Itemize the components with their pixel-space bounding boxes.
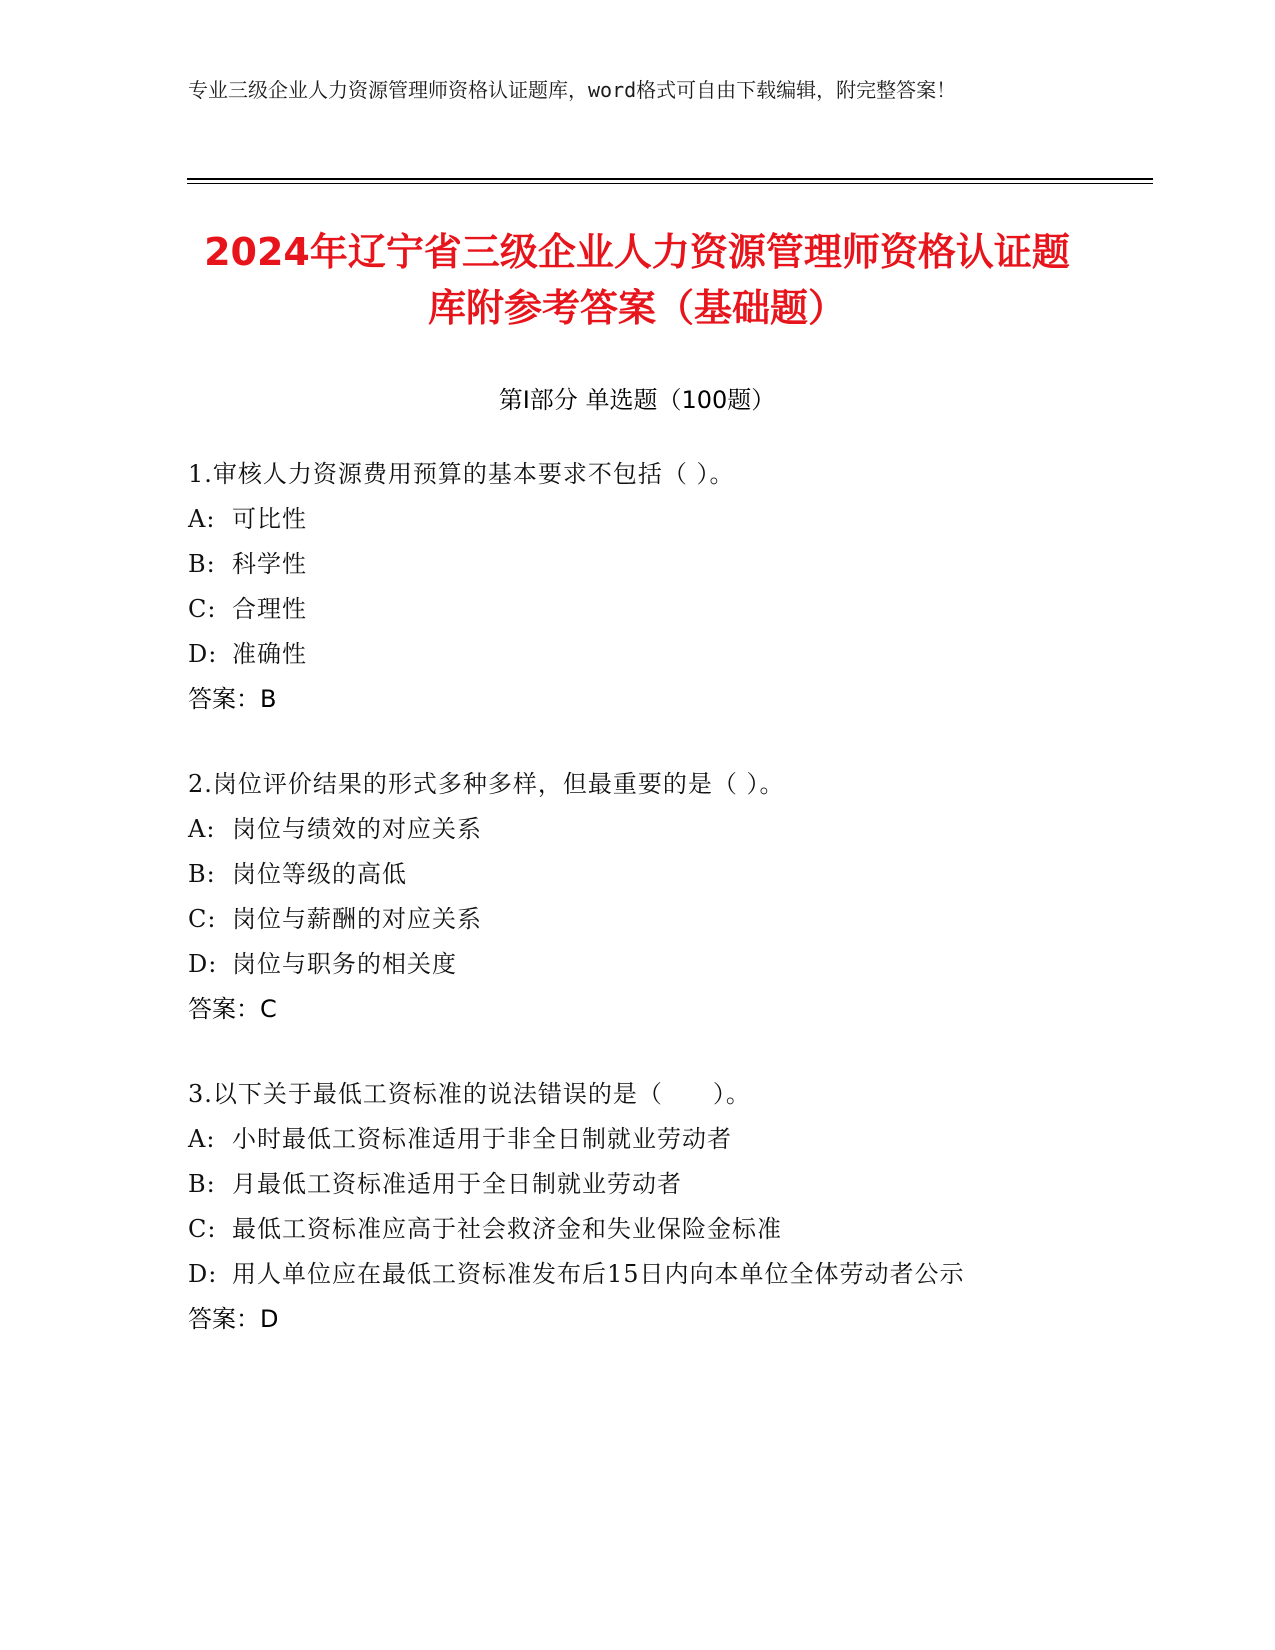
question-3	[188, 1072, 1068, 1342]
option-key: A:	[188, 505, 216, 533]
option-text: 可比性	[232, 505, 307, 533]
question-2	[188, 762, 1068, 1032]
option-b	[188, 542, 1068, 587]
header-note: 专业三级企业人力资源管理师资格认证题库，word格式可自由下载编辑，附完整答案！	[188, 78, 957, 102]
answer: 答案：B	[188, 685, 277, 713]
answer: 答案：C	[188, 995, 277, 1023]
option-key: B:	[188, 1170, 216, 1198]
option-key: C:	[188, 905, 217, 933]
answer: 答案：D	[188, 1305, 279, 1333]
option-text: 准确性	[232, 640, 307, 668]
option-a	[188, 1117, 1068, 1162]
header-divider-thick	[187, 178, 1153, 180]
option-text: 月最低工资标准适用于全日制就业劳动者	[232, 1170, 682, 1198]
option-a	[188, 807, 1068, 852]
option-key: D:	[188, 640, 218, 668]
option-text: 岗位等级的高低	[232, 860, 407, 888]
option-b	[188, 852, 1068, 897]
option-text: 用人单位应在最低工资标准发布后15日内向本单位全体劳动者公示	[232, 1260, 965, 1288]
option-text: 岗位与薪酬的对应关系	[232, 905, 482, 933]
option-text: 岗位与职务的相关度	[232, 950, 457, 978]
option-key: C:	[188, 1215, 217, 1243]
option-key: B:	[188, 550, 216, 578]
option-d	[188, 1252, 1068, 1297]
option-d	[188, 632, 1068, 677]
question-stem: 3.以下关于最低工资标准的说法错误的是（ ）。	[188, 1080, 751, 1108]
section-title: 第Ⅰ部分 单选题（100题）	[498, 386, 776, 414]
option-text: 岗位与绩效的对应关系	[232, 815, 482, 843]
option-key: C:	[188, 595, 217, 623]
option-a	[188, 497, 1068, 542]
option-key: D:	[188, 950, 218, 978]
option-text: 合理性	[232, 595, 307, 623]
option-d	[188, 942, 1068, 987]
option-c	[188, 897, 1068, 942]
option-text: 小时最低工资标准适用于非全日制就业劳动者	[232, 1125, 732, 1153]
option-c	[188, 587, 1068, 632]
option-key: A:	[188, 1125, 216, 1153]
option-b	[188, 1162, 1068, 1207]
option-key: B:	[188, 860, 216, 888]
question-stem: 2.岗位评价结果的形式多种多样，但最重要的是（ ）。	[188, 770, 785, 798]
header-divider-thin	[187, 183, 1153, 184]
question-1	[188, 452, 1068, 722]
question-stem: 1.审核人力资源费用预算的基本要求不包括（ ）。	[188, 460, 735, 488]
option-key: D:	[188, 1260, 218, 1288]
document-title: 2024年辽宁省三级企业人力资源管理师资格认证题库附参考答案（基础题）	[204, 230, 1070, 330]
option-text: 最低工资标准应高于社会救济金和失业保险金标准	[232, 1215, 782, 1243]
option-text: 科学性	[232, 550, 307, 578]
option-c	[188, 1207, 1068, 1252]
option-key: A:	[188, 815, 216, 843]
